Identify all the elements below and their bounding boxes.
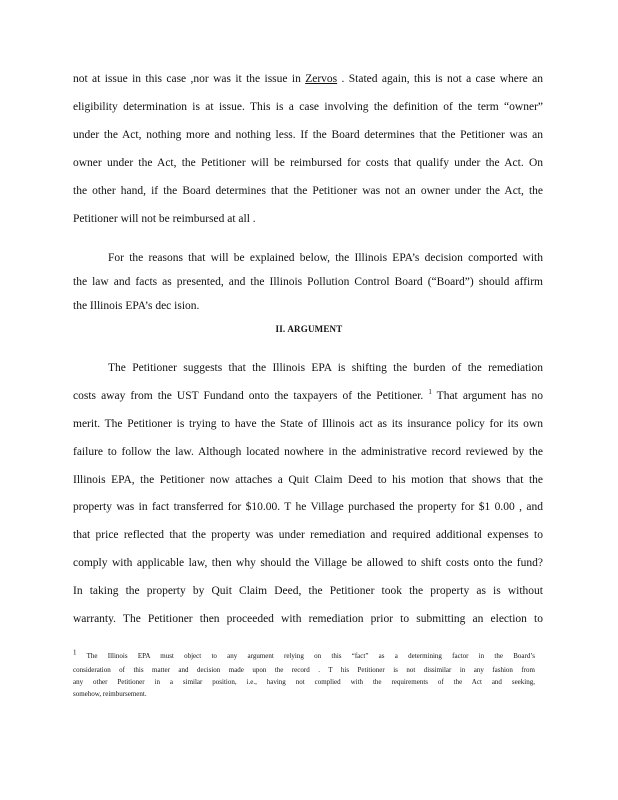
paragraph-1-line-4: owner under the Act, the Petitioner will be reimbursed for costs that qualify under the Act. On: [73, 157, 543, 169]
footnote-line-1: [73, 648, 535, 661]
footnote-line-2: consideration of this matter and decision made upon the record . T his Petitioner is not dissimilar in any fashion from: [73, 666, 535, 674]
text-span: . Stated again, this is not a case where an: [337, 73, 544, 85]
footnote-line-3: any other Petitioner in a similar position, i.e., having not complied with the requirements of the Act and seeking,: [73, 678, 535, 686]
paragraph-3-line-2: [73, 389, 543, 403]
paragraph-3-line-5: Illinois EPA, the Petitioner now attaches a Quit Claim Deed to his motion that shows that the: [73, 474, 543, 486]
footnote-marker: 1: [73, 648, 77, 657]
paragraph-3-line-9: In taking the property by Quit Claim Deed, the Petitioner took the property as is without: [73, 585, 543, 597]
paragraph-3-line-1: The Petitioner suggests that the Illinois EPA is shifting the burden of the remediation: [108, 362, 543, 374]
paragraph-3-line-8: comply with applicable law, then why should the Village be allowed to shift costs onto the fund?: [73, 557, 543, 569]
text-span: not at issue in this case ,nor was it the issue in: [73, 73, 306, 85]
paragraph-1-line-2: eligibility determination is at issue. This is a case involving the definition of the term “owner”: [73, 101, 543, 113]
paragraph-2-line-2: the law and facts as presented, and the Illinois Pollution Control Board (“Board”) should affirm: [73, 276, 543, 288]
text-span: The Illinois EPA must object to any argument relying on this “fact” as a determining factor in the Board’s: [76, 652, 535, 660]
paragraph-1-line-5: the other hand, if the Board determines that the Petitioner was not an owner under the Act, the: [73, 185, 543, 197]
text-span: costs away from the UST Fundand onto the taxpayers of the Petitioner.: [73, 390, 429, 402]
paragraph-3-line-10: warranty. The Petitioner then proceeded with remediation prior to submitting an election to: [73, 613, 543, 625]
paragraph-3-line-3: merit. The Petitioner is trying to have the State of Illinois act as its insurance policy for its own: [73, 418, 543, 430]
footnote-line-4: somehow, reimbursement.: [73, 690, 147, 698]
footnote-reference: 1: [428, 388, 432, 397]
case-name-zervos: Zervos: [305, 73, 338, 85]
paragraph-1-line-1: [73, 72, 543, 86]
paragraph-1-line-3: under the Act, nothing more and nothing less. If the Board determines that the Petitioner was an: [73, 129, 543, 141]
paragraph-2-line-3: the Illinois EPA’s dec ision.: [73, 300, 200, 312]
text-span: That argument has no: [431, 390, 543, 402]
paragraph-1-line-6: Petitioner will not be reimbursed at all .: [73, 213, 256, 225]
paragraph-2-line-1: For the reasons that will be explained below, the Illinois EPA’s decision comported with: [108, 252, 543, 264]
section-heading: II. ARGUMENT: [275, 324, 343, 334]
paragraph-3-line-4: failure to follow the law. Although located nowhere in the administrative record reviewed by the: [73, 446, 543, 458]
paragraph-3-line-7: that price reflected that the property was under remediation and required additional expenses to: [73, 529, 543, 541]
paragraph-3-line-6: property was in fact transferred for $10.00. T he Village purchased the property for $1 0.00 , and: [73, 501, 543, 513]
